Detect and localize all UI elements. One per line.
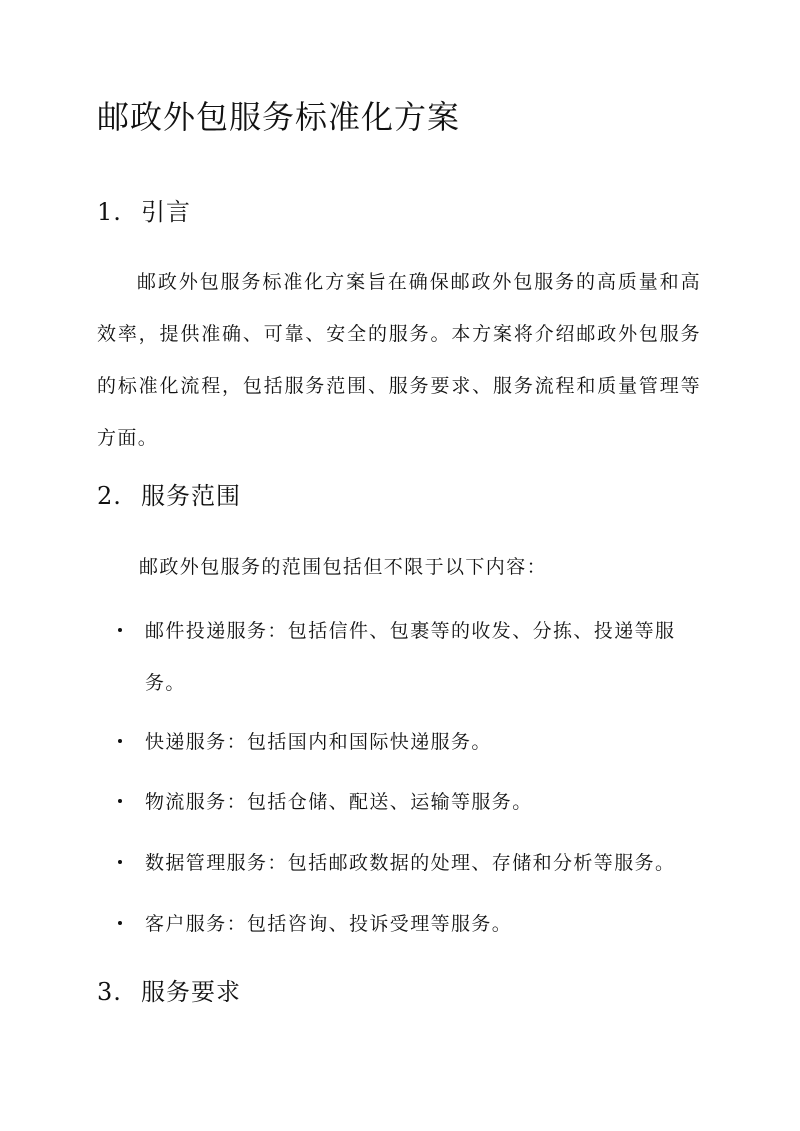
- list-item: [118, 837, 708, 889]
- bullet-icon: [118, 921, 122, 925]
- bullet-icon: [118, 799, 122, 803]
- section-number: 1.: [97, 198, 122, 226]
- list-item-text: 快递服务：包括国内和国际快递服务。: [145, 731, 492, 753]
- section-number: 3.: [97, 978, 122, 1006]
- bullet-icon: [118, 860, 122, 864]
- bullet-icon: [118, 739, 122, 743]
- list-item-text: 客户服务：包括咨询、投诉受理等服务。: [145, 913, 513, 935]
- list-item: [118, 898, 708, 950]
- list-item: [118, 776, 708, 828]
- section-heading-service-scope: [97, 478, 241, 514]
- bullet-icon: [118, 628, 122, 632]
- section-heading-introduction: [97, 194, 191, 230]
- section-heading-service-requirements: [97, 974, 241, 1010]
- list-item: [118, 605, 708, 709]
- section-title: 服务范围: [141, 482, 241, 510]
- introduction-paragraph: 邮政外包服务标准化方案旨在确保邮政外包服务的高质量和高效率，提供准确、可靠、安全的服务。本方案将介绍邮政外包服务的标准化流程，包括服务范围、服务要求、服务流程和质量管理等方面。: [97, 271, 701, 449]
- list-item-text: 数据管理服务：包括邮政数据的处理、存储和分析等服务。: [145, 852, 676, 874]
- document-title: 邮政外包服务标准化方案: [97, 98, 461, 136]
- section-number: 2.: [97, 482, 122, 510]
- list-item: [118, 716, 708, 768]
- list-item-text: 物流服务：包括仓储、配送、运输等服务。: [145, 791, 533, 813]
- section-title: 引言: [141, 198, 191, 226]
- list-item-text: 邮件投递服务：包括信件、包裹等的收发、分拣、投递等服务。: [145, 620, 676, 694]
- section-title: 服务要求: [141, 978, 241, 1006]
- service-scope-intro: 邮政外包服务的范围包括但不限于以下内容：: [139, 556, 548, 578]
